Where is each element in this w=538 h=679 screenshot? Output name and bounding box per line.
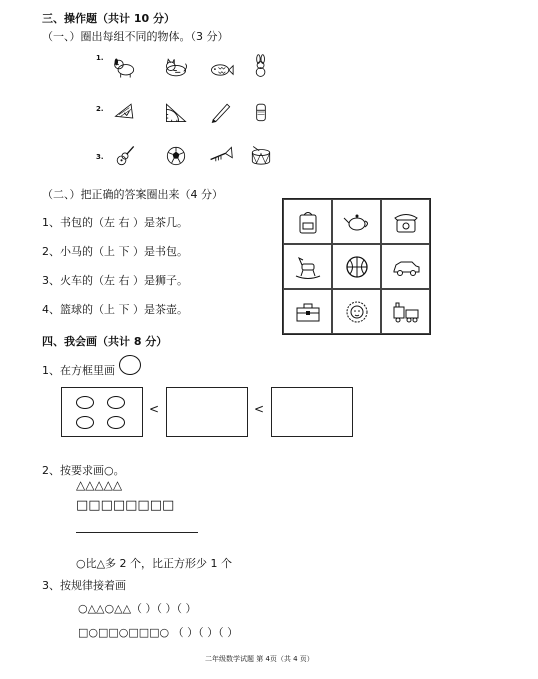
answer-box-1[interactable] xyxy=(166,387,248,437)
example-box xyxy=(61,387,143,437)
answer-line[interactable] xyxy=(76,532,198,533)
answer-box-2[interactable] xyxy=(271,387,353,437)
section-4-title: 四、我会画（共计 8 分） xyxy=(42,335,168,348)
car-icon[interactable] xyxy=(381,244,430,289)
guitar-icon[interactable] xyxy=(112,144,138,168)
rabbit-icon[interactable] xyxy=(248,54,274,78)
question-4: 4、篮球的（上 下 ）是茶壶。 xyxy=(42,303,188,316)
trumpet-icon[interactable] xyxy=(208,144,234,168)
section-3-title: 三、操作题（共计 10 分） xyxy=(42,12,175,25)
q3-prompt: 3、按规律接着画 xyxy=(42,579,126,592)
rocking-horse-icon[interactable] xyxy=(283,244,332,289)
squares-row: □□□□□□□□ xyxy=(76,498,175,513)
oval-icon xyxy=(107,396,125,409)
oval-icon xyxy=(107,416,125,429)
part-1-heading: （一、）圈出每组不同的物体。（3 分） xyxy=(42,30,229,43)
less-than-sign: < xyxy=(149,402,160,416)
toolbox-icon[interactable] xyxy=(283,289,332,334)
q1-prompt: 1、在方框里画 xyxy=(42,364,115,377)
triangles-row: △△△△△ xyxy=(76,478,123,492)
part-2-heading: （二、）把正确的答案圈出来（4 分） xyxy=(42,188,223,201)
lion-icon[interactable] xyxy=(332,289,381,334)
question-1: 1、书包的（左 右 ）是茶几。 xyxy=(42,216,188,229)
row-2-label: 2. xyxy=(96,105,104,113)
ball-icon[interactable] xyxy=(163,144,189,168)
position-grid xyxy=(282,198,431,335)
fish-icon[interactable] xyxy=(208,58,234,82)
drum-icon[interactable] xyxy=(248,144,274,168)
telephone-icon[interactable] xyxy=(381,199,430,244)
basketball-icon[interactable] xyxy=(332,244,381,289)
q2-condition: ○比△多 2 个，比正方形少 1 个 xyxy=(76,557,233,570)
cat-icon[interactable] xyxy=(163,56,189,80)
row-1-label: 1. xyxy=(96,54,104,62)
question-2: 2、小马的（上 下 ）是书包。 xyxy=(42,245,188,258)
train-icon[interactable] xyxy=(381,289,430,334)
eraser-icon[interactable] xyxy=(248,100,274,124)
circle-icon xyxy=(119,355,141,375)
page-footer: 二年级数学试题 第 4页（共 4 页） xyxy=(205,655,314,663)
pencil-icon[interactable] xyxy=(208,100,234,124)
pattern-2: □○□□○□□□○ （ ）（ ）（ ） xyxy=(78,626,239,639)
row-3-label: 3. xyxy=(96,153,104,161)
less-than-sign: < xyxy=(254,402,265,416)
question-3: 3、火车的（左 右 ）是狮子。 xyxy=(42,274,188,287)
pattern-1: ○△△○△△（ ）（ ）（ ） xyxy=(78,602,197,615)
dog-icon[interactable] xyxy=(112,56,138,80)
schoolbag-icon[interactable] xyxy=(283,199,332,244)
q2-prompt: 2、按要求画○。 xyxy=(42,464,125,477)
teapot-icon[interactable] xyxy=(332,199,381,244)
set-square-icon[interactable] xyxy=(163,100,189,124)
oval-icon xyxy=(76,396,94,409)
triangle-ruler-icon[interactable] xyxy=(112,100,138,124)
oval-icon xyxy=(76,416,94,429)
